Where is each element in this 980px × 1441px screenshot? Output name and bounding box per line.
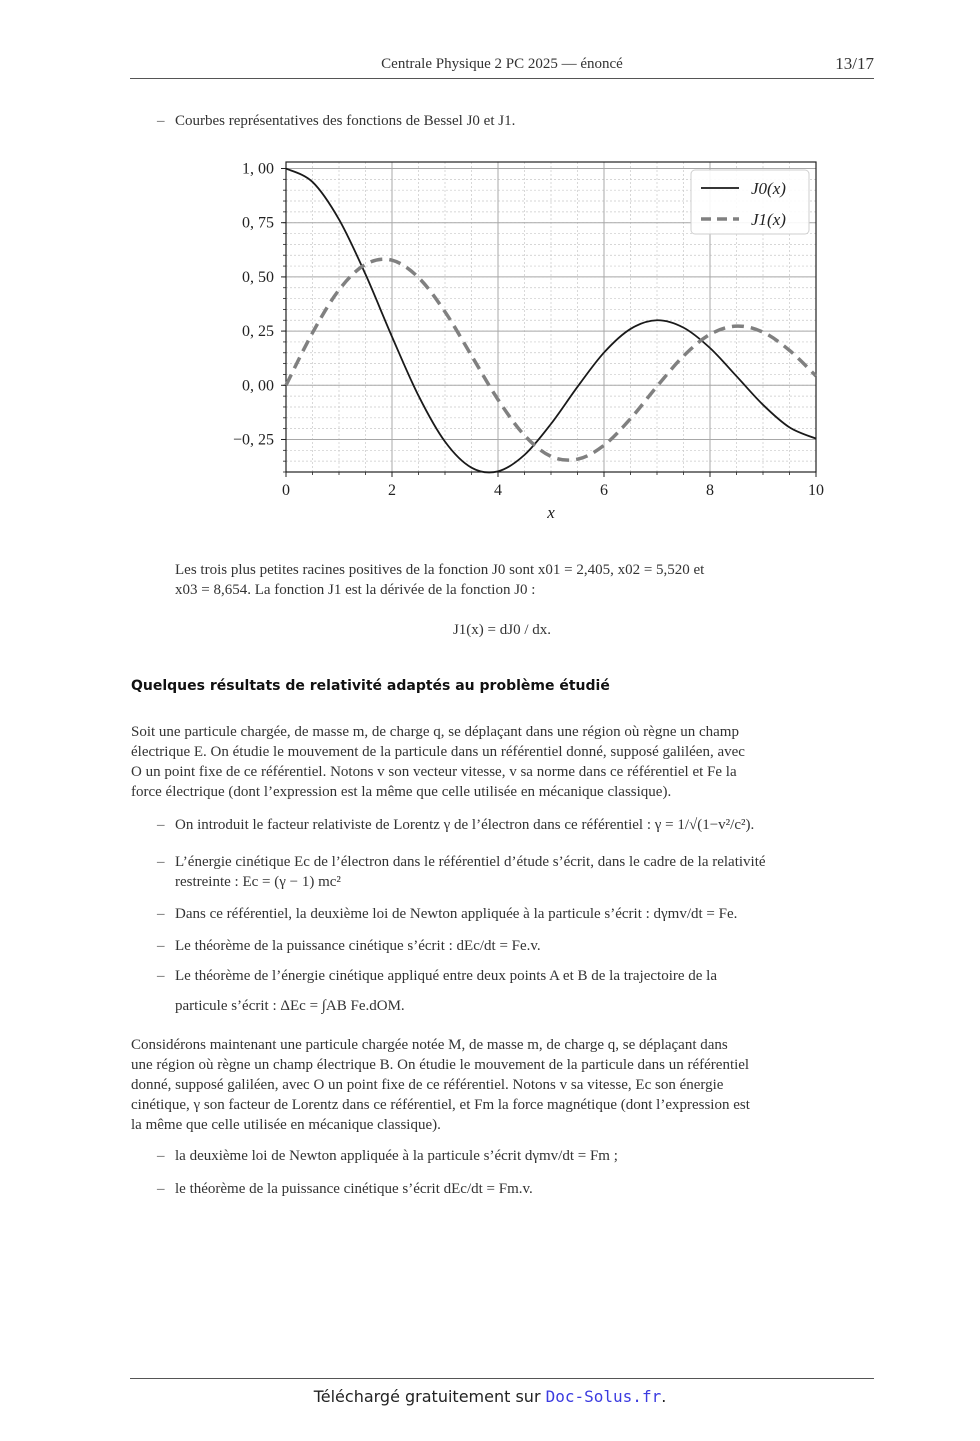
y-tick-label: 0, 25 [242,323,274,341]
footer-end: . [661,1387,667,1406]
bullet-work-energy-line-1: Le théorème de l’énergie cinétique appliqué entre deux points A et B de la trajectoire de la [175,968,718,984]
bullet-kinetic-energy-line-1: L’énergie cinétique Ec de l’électron dans le référentiel d’étude s’écrit, dans le cadre de la relativité [175,854,766,870]
y-tick-label: −0, 25 [232,431,274,449]
x-tick-label: 0 [282,482,290,499]
bullet-power-magnetic-text: le théorème de la puissance cinétique s’écrit dEc/dt = Fm.v. [175,1181,533,1197]
p1-line-1: Soit une particule chargée, de masse m, de charge q, se déplaçant dans une région où règne un champ [131,724,739,740]
p2-line-2: une région où règne un champ électrique B. On étudie le mouvement de la particule dans un référentiel [131,1057,750,1073]
x-tick-label: 2 [388,482,396,499]
p2-line-1: Considérons maintenant une particule chargée notée M, de masse m, de charge q, se déplaçant dans [131,1037,728,1053]
p2-line-4: cinétique, γ son facteur de Lorentz dans ce référentiel, et Fm la force magnétique (dont l’expression est [131,1097,750,1113]
x-tick-label: 4 [494,482,502,499]
bullet-work-energy-line-2: particule s’écrit : ΔEc = ∫AB Fe.dOM. [175,998,405,1014]
relativity-paragraph-1 [131,722,873,802]
roots-line-2: x03 = 8,654. La fonction J1 est la dérivée de la fonction J0 : [175,582,536,598]
y-tick-label: 0, 75 [242,214,274,232]
relativity-paragraph-2 [131,1035,873,1135]
bessel-chart [215,150,835,530]
bullet-lorentz-text: On introduit le facteur relativiste de Lorentz γ de l’électron dans ce référentiel : γ = 1/√(1−v²/c²). [175,817,755,833]
bullet-newton-text: Dans ce référentiel, la deuxième loi de Newton appliquée à la particule s’écrit : dγmv/dt = Fe. [175,906,738,922]
legend-label-j0: J0(x) [751,179,786,198]
bullet-power-text: Le théorème de la puissance cinétique s’écrit : dEc/dt = Fe.v. [175,938,541,954]
bullet-lorentz: – On introduit le facteur relativiste de Lorentz γ de l’électron dans ce référentiel : γ = 1/√(1−v²/c²). [157,817,755,833]
p2-line-3: donné, supposé galiléen, avec O un point fixe de ce référentiel. Notons v sa vitesse, Ec son énergie [131,1077,724,1093]
bullet-kinetic-energy-line-2: restreinte : Ec = (γ − 1) mc² [175,874,341,890]
p1-line-3: O un point fixe de ce référentiel. Notons v son vecteur vitesse, v sa norme dans ce référentiel et Fe la [131,764,737,780]
roots-paragraph [175,560,873,600]
x-tick-label: 6 [600,482,608,499]
footer-text: Téléchargé gratuitement sur [313,1387,541,1406]
x-axis-label: x [547,503,555,522]
page-header [130,52,874,79]
y-tick-label: 1, 00 [242,160,274,178]
x-tick-label: 8 [706,482,714,499]
legend-box [691,170,809,234]
bullet-newton: – Dans ce référentiel, la deuxième loi de Newton appliquée à la particule s’écrit : dγmv/dt = Fe. [157,906,738,922]
section-heading: Quelques résultats de relativité adaptés au problème étudié [131,678,610,694]
p2-line-5: la même que celle utilisée en mécanique classique). [131,1117,441,1133]
legend-label-j1: J1(x) [751,210,786,229]
bullet-newton-magnetic: – la deuxième loi de Newton appliquée à la particule s’écrit dγmv/dt = Fm ; [157,1148,618,1164]
bullet-power-magnetic: – le théorème de la puissance cinétique s’écrit dEc/dt = Fm.v. [157,1181,533,1197]
intro-bullet: – Courbes représentatives des fonctions de Bessel J0 et J1. [157,113,516,129]
x-tick-label: 10 [808,482,824,499]
derivative-equation: J1(x) = dJ0 / dx. [452,622,552,638]
p1-line-2: électrique E. On étudie le mouvement de la particule dans un référentiel donné, supposé galiléen, avec [131,744,745,760]
p1-line-4: force électrique (dont l’expression est la même que celle utilisée en mécanique classique). [131,784,672,800]
footer-link[interactable]: Doc-Solus.fr [545,1387,662,1406]
header-title: Centrale Physique 2 PC 2025 — énoncé [381,56,623,72]
bullet-kinetic-energy: – L’énergie cinétique Ec de l’électron dans le référentiel d’étude s’écrit, dans le cadre de la relativité restreinte : Ec = (γ − 1) mc² [175,852,873,892]
intro-bullet-text: Courbes représentatives des fonctions de Bessel J0 et J1. [175,113,516,129]
footer-rule [130,1378,874,1379]
y-tick-label: 0, 50 [242,268,274,286]
bullet-work-energy: – Le théorème de l’énergie cinétique appliqué entre deux points A et B de la trajectoire de la particule s’écrit : ΔEc = ∫AB Fe.dOM. [175,966,873,1016]
y-tick-label: 0, 00 [242,377,274,395]
bullet-newton-magnetic-text: la deuxième loi de Newton appliquée à la particule s’écrit dγmv/dt = Fm ; [175,1148,618,1164]
page-footer [0,1387,980,1406]
bullet-power: – Le théorème de la puissance cinétique s’écrit : dEc/dt = Fe.v. [157,938,541,954]
roots-line-1: Les trois plus petites racines positives de la fonction J0 sont x01 = 2,405, x02 = 5,520 et [175,562,705,578]
page-number: 13/17 [835,54,874,73]
